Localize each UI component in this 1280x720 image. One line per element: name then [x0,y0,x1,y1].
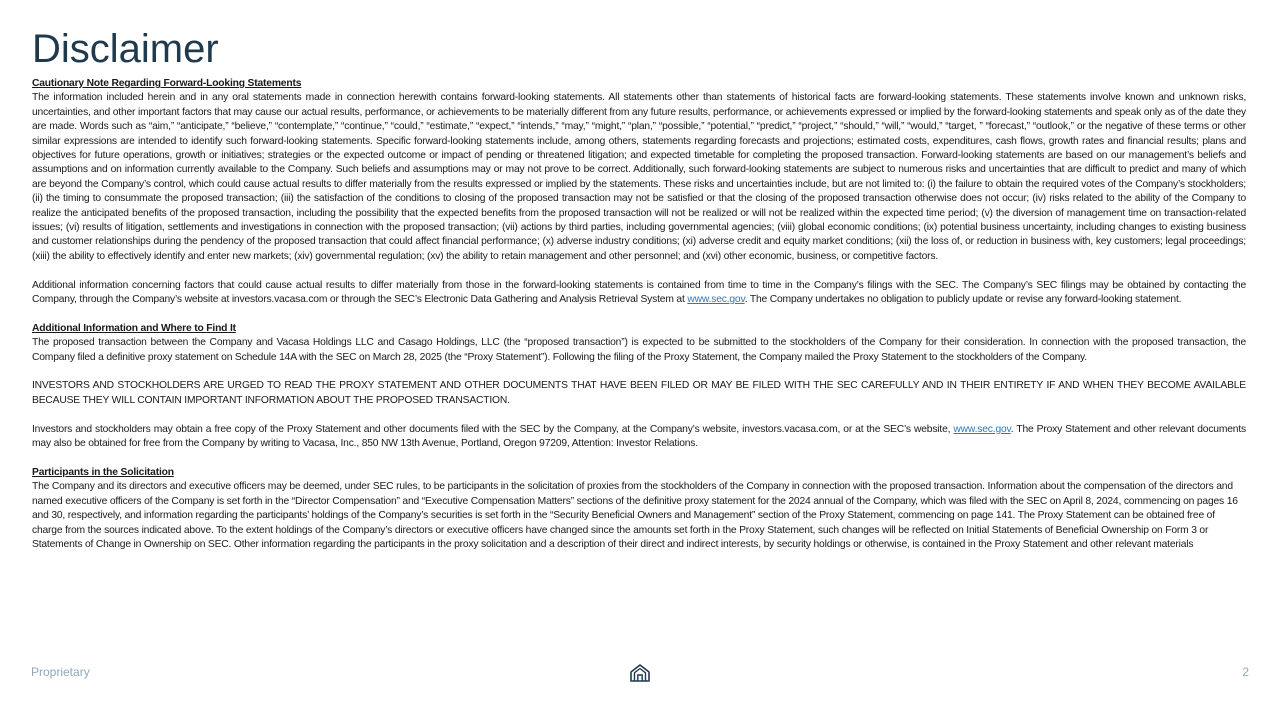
investors-urged-paragraph: INVESTORS AND STOCKHOLDERS ARE URGED TO READ THE PROXY STATEMENT AND OTHER DOCUMENTS THAT HAVE BEEN FILED OR MAY BE FILED WITH THE SEC CAREFULLY AND IN THEIR ENTIRETY IF AND WHEN THEY BECOME AVAILABLE BECAUSE THEY WILL CONTAIN IMPORTANT INFORMATION ABOUT THE PROPOSED TRANSACTION. [32,380,1246,406]
house-logo-icon [630,664,650,682]
section-heading-participants: Participants in the Solicitation [32,466,174,478]
sec-gov-link[interactable]: www.sec.gov [687,294,745,306]
spacer [32,452,1246,466]
spacer [32,408,1246,422]
free-copy-text-end: . The Proxy Statement and other relevant documents may also be obtained for free from the Company by writing to Vacasa, Inc., 850 NW 13th Avenue, Portland, Oregon 97209, Attention: Investor Relations. [32,423,1246,450]
free-copy-paragraph [32,423,1246,452]
sec-filings-text: Additional information concerning factors that could cause actual results to differ materially from those in the forward-looking statements is contained from time to time in the Company’s filings with the SEC. The Company’s SEC filings may be obtained by contacting the Company, through the Company’s website at investors.vacasa.com or through the SEC’s Electronic Data Gathering and Analysis Retrieval System at [32,279,1246,306]
section-heading-additional-info: Additional Information and Where to Find It [32,322,236,334]
spacer [32,307,1246,321]
proposed-transaction-paragraph: The proposed transaction between the Company and Vacasa Holdings LLC and Casago Holdings, LLC (the “proposed transaction”) is expected to be submitted to the stockholders of the Company for their consideration. In connection with the proposed transaction, the Company filed a definitive proxy statement on Schedule 14A with the SEC on March 28, 2025 (the “Proxy Statement”). Following the filing of the Proxy Statement, the Company mailed the Proxy Statement to the stockholders of the Company. [32,337,1246,363]
disclaimer-body [32,77,1246,552]
sec-filings-text-end: . The Company undertakes no obligation to publicly update or revise any forward-looking statement. [744,294,1182,306]
spacer [32,264,1246,278]
page-number: 2 [1242,665,1249,679]
free-copy-text: Investors and stockholders may obtain a free copy of the Proxy Statement and other documents filed with the SEC by the Company, at the Company’s website, investors.vacasa.com, or at the SEC’s website, [32,423,954,435]
participants-paragraph: The Company and its directors and executive officers may be deemed, under SEC rules, to be participants in the solicitation of proxies from the stockholders of the Company in connection with the proposed transaction. Information about the compensation of the directors and named executive officers of the Company is set forth in the “Director Compensation” and “Executive Compensation Matters” sections of the definitive proxy statement for the 2024 annual of the Company, which was filed with the SEC on April 8, 2024, commencing on pages 16 and 30, respectively, and information regarding the participants’ holdings of the Company’s securities is set forth in the “Security Beneficial Owners and Management” section of the Proxy Statement, commencing on page 141. The Proxy Statement can be obtained free of charge from the sources indicated above. To the extent holdings of the Company’s directors or executive officers have changed since the amounts set forth in the Proxy Statement, such changes will be reflected on Initial Statements of Beneficial Ownership on Form 3 or Statements of Change in Ownership on SEC. Other information regarding the participants in the proxy solicitation and a description of their direct and indirect interests, by security holdings or otherwise, is contained in the Proxy Statement and other relevant materials [32,481,1238,550]
sec-filings-paragraph [32,279,1246,308]
section-heading-forward-looking: Cautionary Note Regarding Forward-Looking Statements [32,78,302,89]
sec-gov-link-2[interactable]: www.sec.gov [953,423,1011,435]
forward-looking-paragraph: The information included herein and in any oral statements made in connection herewith contains forward-looking statements. All statements other than statements of historical facts are forward-looking statements. These statements involve known and unknown risks, uncertainties, and other important factors that may cause our actual results, performance, or achievements to be materially different from any future results, performance, or achievements expressed or implied by the forward-looking statements and speak only as of the date they are made. Words such as “aim,” “anticipate,” “believe,” “contemplate,” “continue,” “could,” “estimate,” “expect,” “intends,” “may,” “might,” “plan,” “possible,” “potential,” “predict,” “project,” “should,” “will,” “would,” “target, ” “forecast,” “outlook,” or the negative of these terms or other similar expressions are intended to identify such forward-looking statements. Specific forward-looking statements include, among others, statements regarding forecasts and projections; estimated costs, expenditures, cash flows, growth rates and financial results; plans and objectives for future operations, growth or initiatives; strategies or the expected outcome or impact of pending or threatened litigation; and expected timetable for completing the proposed transaction. Forward-looking statements are based on our management’s beliefs and assumptions and on information currently available to the Company. Such beliefs and assumptions may or may not prove to be correct. Additionally, such forward-looking statements are subject to numerous risks and uncertainties that are difficult to predict and many of which are beyond the Company’s control, which could cause actual results to differ materially from the results expressed or implied by the statements. These risks and uncertainties include, but are not limited to: (i) the failure to obtain the required votes of the Company’s stockholders; (ii) the timing to consummate the proposed transaction; (iii) the satisfaction of the conditions to closing of the proposed transaction may not be satisfied or that the closing of the proposed transaction otherwise does not occur; (iv) risks related to the ability of the Company to realize the anticipated benefits of the proposed transaction, including the possibility that the expected benefits from the proposed transaction will not be realized or will not be realized within the expected time period; (v) the diversion of management time on transaction-related issues; (vi) results of litigation, settlements and investigations in connection with the proposed transaction; (vii) actions by third parties, including governmental agencies; (viii) global economic conditions; (ix) potential business uncertainty, including changes to existing business and customer relationships during the pendency of the proposed transaction that could affect financial performance; (x) adverse industry conditions; (xi) adverse credit and equity market conditions; (xii) the loss of, or reduction in business with, key customers; legal proceedings; (xiii) the ability to effectively identify and enter new markets; (xiv) governmental regulation; (xv) the ability to retain management and other personnel; and (xvi) other economic, business, or competitive factors. [32,92,1246,262]
spacer [32,365,1246,379]
footer-proprietary-label: Proprietary [31,665,90,679]
page-title: Disclaimer [32,27,219,71]
